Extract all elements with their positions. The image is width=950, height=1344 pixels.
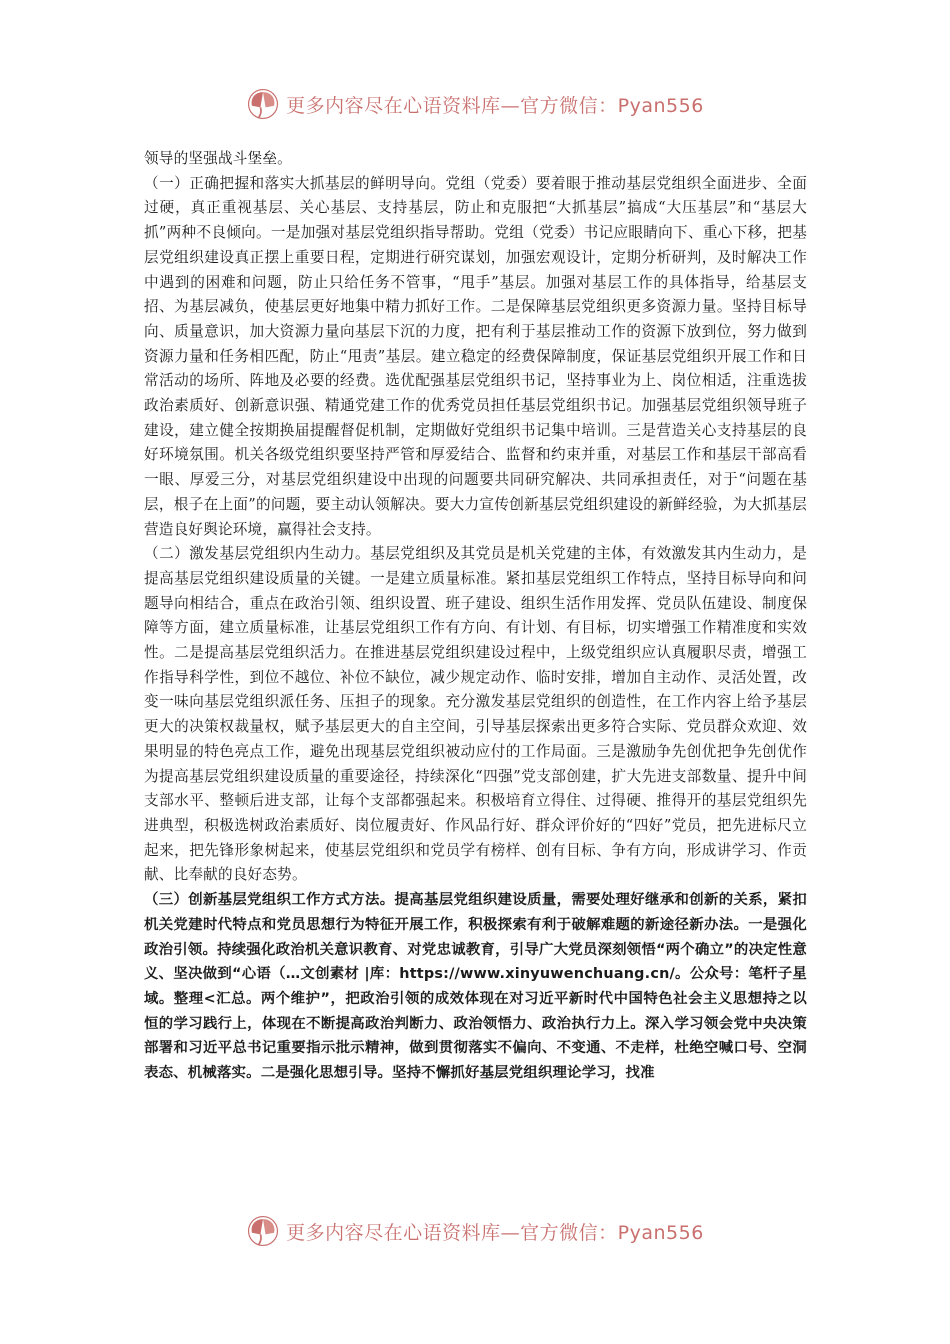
ginkgo-leaf-icon [246,87,280,121]
document-body [144,147,807,1086]
watermark-prefix: 更多内容尽在心语资料库—官方微信： [286,1221,618,1244]
paragraph-section-2: （二）激发基层党组织内生动力。基层党组织及其党员是机关党建的主体，有效激发其内生动力，是提高基层党组织建设质量的关键。一是建立质量标准。紧扣基层党组织工作特点，坚持目标导向和问题导向相结合，重点在政治引领、组织设置、班子建设、组织生活作用发挥、党员队伍建设、制度保障等方面，建立质量标准，让基层党组织工作有方向、有计划、有目标，切实增强工作精准度和实效性。二是提高基层党组织活力。在推进基层党组织建设过程中，上级党组织应认真履职尽责，增强工作指导科学性，到位不越位、补位不缺位，减少规定动作、临时安排，增加自主动作、灵活处置，改变一味向基层党组织派任务、压担子的现象。充分激发基层党组织的创造性，在工作内容上给予基层更大的决策权裁量权，赋予基层更大的自主空间，引导基层探索出更多符合实际、党员群众欢迎、效果明显的特色亮点工作，避免出现基层党组织被动应付的工作局面。三是激励争先创优把争先创优作为提高基层党组织建设质量的重要途径，持续深化“四强”党支部创建，扩大先进支部数量、提升中间支部水平、整顿后进支部，让每个支部都强起来。积极培育立得住、过得硬、推得开的基层党组织先进典型，积极选树政治素质好、岗位履责好、作风品行好、群众评价好的“四好”党员，把先进标尺立起来，把先锋形象树起来，使基层党组织和党员学有榜样、创有目标、争有方向，形成讲学习、作贡献、比奉献的良好态势。 [144,545,807,884]
paragraph-section-1: （一）正确把握和落实大抓基层的鲜明导向。党组（党委）要着眼于推动基层党组织全面进步、全面过硬，真正重视基层、关心基层、支持基层，防止和克服把“大抓基层”搞成“大压基层”和“基层大抓”两种不良倾向。一是加强对基层党组织指导帮助。党组（党委）书记应眼睛向下、重心下移，把基层党组织建设真正摆上重要日程，定期进行研究谋划，加强宏观设计，定期分析研判，及时解决工作中遇到的困难和问题，防止只给任务不管事，“甩手”基层。加强对基层工作的具体指导，给基层支招、为基层减负，使基层更好地集中精力抓好工作。二是保障基层党组织更多资源力量。坚持目标导向、质量意识，加大资源力量向基层下沉的力度，把有利于基层推动工作的资源下放到位，努力做到资源力量和任务相匹配，防止“甩责”基层。建立稳定的经费保障制度，保证基层党组织开展工作和日常活动的场所、阵地及必要的经费。选优配强基层党组织书记，坚持事业为上、岗位相适，注重选拔政治素质好、创新意识强、精通党建工作的优秀党员担任基层党组织书记。加强基层党组织领导班子建设，建立健全按期换届提醒督促机制，定期做好党组织书记集中培训。三是营造关心支持基层的良好环境氛围。机关各级党组织要坚持严管和厚爱结合、监督和约束并重，对基层工作和基层干部高看一眼、厚爱三分，对基层党组织建设中出现的问题要共同研究解决、共同承担责任，对于“问题在基层，根子在上面”的问题，要主动认领解决。要大力宣传创新基层党组织建设的新鲜经验，为大抓基层营造良好舆论环境，赢得社会支持。 [144,174,807,538]
header-watermark [0,84,950,124]
ginkgo-leaf-icon [246,1214,280,1248]
paragraph-continuation: 领导的坚强战斗堡垒。 [144,150,292,167]
paragraph-section-3: （三）创新基层党组织工作方式方法。提高基层党组织建设质量，需要处理好继承和创新的关系，紧扣机关党建时代特点和党员思想行为特征开展工作，积极探索有利于破解难题的新途径新办法。一是强化政治引领。持续强化政治机关意识教育、对党忠诚教育，引导广大党员深刻领悟“两个确立”的决定性意义、坚决做到“心语（…文创素材 |库：https://www.xinyuwenchuang.cn/。公众号：笔杆子星域。整理<汇总。两个维护”，把政治引领的成效体现在对习近平新时代中国特色社会主义思想持之以恒的学习践行上，体现在不断提高政治判断力、政治领悟力、政治执行力上。深入学习领会党中央决策部署和习近平总书记重要指示批示精神，做到贯彻落实不偏向、不变通、不走样，杜绝空喊口号、空洞表态、机械落实。二是强化思想引导。坚持不懈抓好基层党组织理论学习，找准 [144,892,807,1082]
watermark-handle: Pyan556 [617,1221,704,1244]
watermark-handle: Pyan556 [617,94,704,117]
watermark-prefix: 更多内容尽在心语资料库—官方微信： [286,94,618,117]
footer-watermark [0,1211,950,1251]
